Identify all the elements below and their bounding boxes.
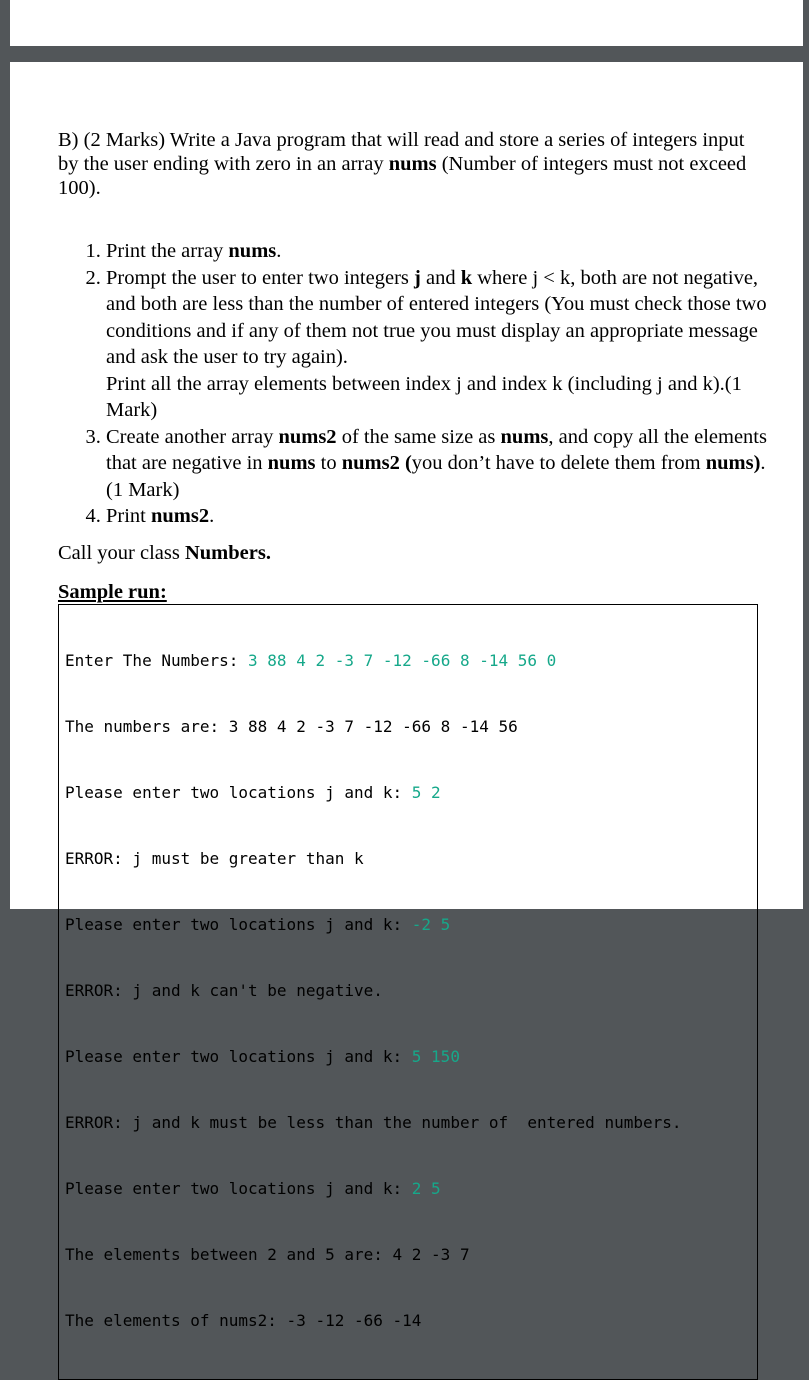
class-name: Numbers. — [184, 541, 271, 564]
console-line: ERROR: j must be greater than k — [65, 848, 364, 868]
task-item-3: 3. Create another array nums2 of the same size as nums, and copy all the elements that are negative in nums to nums2 (you don’t have to delete them from nums). (1 Mark) — [106, 424, 768, 504]
console-line: Please enter two locations j and k: 5 2 — [65, 782, 441, 802]
task-item-4: 4. Print nums2. — [106, 503, 768, 530]
class-instruction: Call your class Numbers. — [58, 541, 271, 564]
console-line: The elements between 2 and 5 are: 4 2 -3 7 — [65, 1244, 470, 1264]
document-page — [10, 62, 803, 1330]
task-item-1: 1. Print the array nums. — [106, 238, 768, 265]
array-name: nums — [388, 153, 437, 175]
previous-page — [10, 0, 803, 46]
question-intro: B) (2 Marks) Write a Java program that will read and store a series of integers input by the user ending with zero in an array nums (Number of integers must not exceed 100). — [58, 129, 747, 199]
console-line: ERROR: j and k must be less than the number of entered numbers. — [65, 1112, 682, 1132]
console-line: Please enter two locations j and k: 2 5 — [65, 1178, 441, 1198]
task-list — [58, 238, 768, 530]
sample-run-label: Sample run: — [58, 580, 167, 603]
page-content — [58, 128, 768, 1380]
console-line: Please enter two locations j and k: -2 5 — [65, 914, 451, 934]
console-line: ERROR: j and k can't be negative. — [65, 980, 383, 1000]
task-item-2: 2. Prompt the user to enter two integers j and k where j < k, both are not negative, and both are less than the number of entered integers (You must check those two conditions and if any of them not true you must display an appropriate message and ask the user to try again). Print all the array elements between index j and index k (including j and k).(1 Mark) — [106, 265, 768, 424]
console-line: The elements of nums2: -3 -12 -66 -14 — [65, 1310, 422, 1330]
console-line: Please enter two locations j and k: 5 150 — [65, 1046, 460, 1066]
console-line: Enter The Numbers: 3 88 4 2 -3 7 -12 -66 8 -14 56 0 — [65, 650, 557, 670]
console-line: The numbers are: 3 88 4 2 -3 7 -12 -66 8 -14 56 — [65, 716, 518, 736]
sample-run-output — [58, 604, 758, 1380]
